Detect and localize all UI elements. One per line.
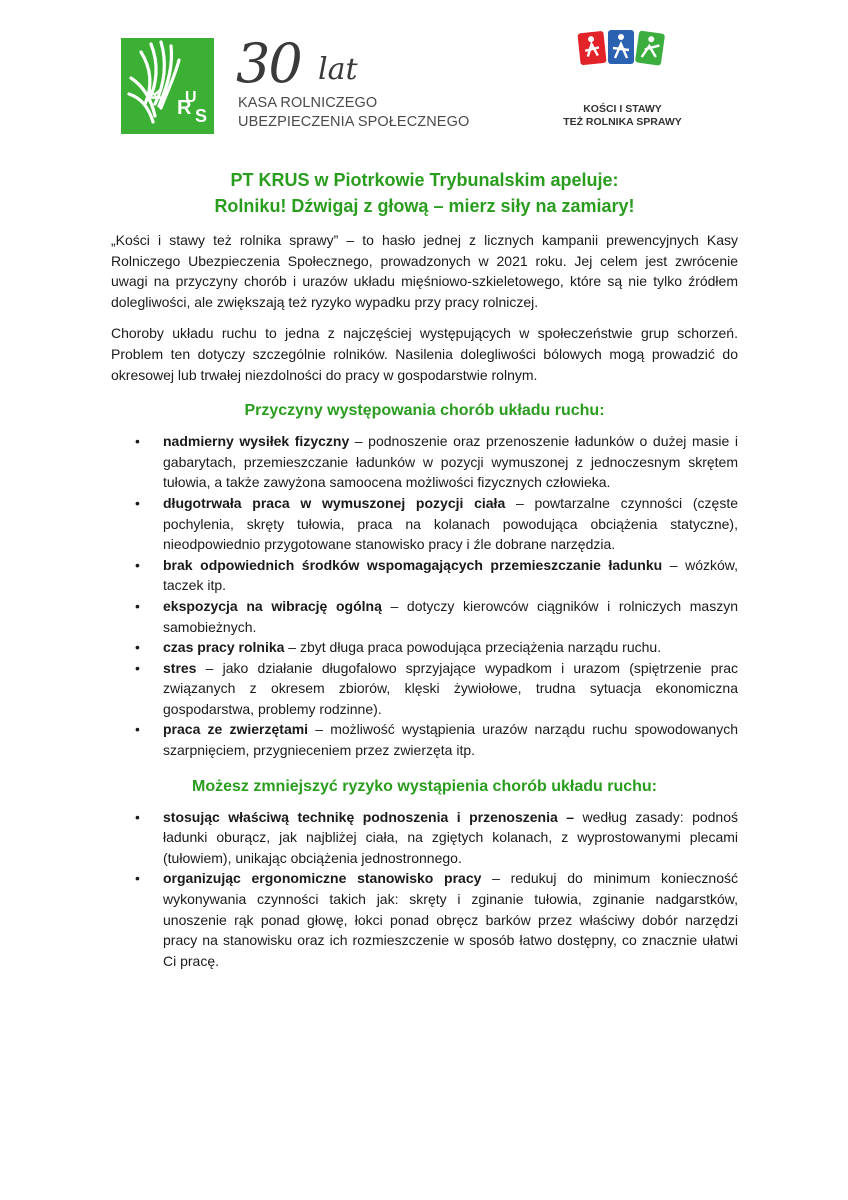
bullet-icon: • — [135, 556, 140, 573]
bullet-icon: • — [135, 433, 140, 450]
bullet-icon: • — [135, 808, 140, 825]
list-item: • brak odpowiednich środków wspomagających przemieszczanie ładunku – wózków, taczek itp. — [135, 556, 738, 594]
list-item: • ekspozycja na wibrację ogólną – dotyczy kierowców ciągników i rolniczych maszyn samobieżnych. — [135, 597, 738, 635]
svg-text:R: R — [177, 97, 192, 119]
org-name-line1: KASA ROLNICZEGO — [238, 95, 378, 111]
bullet-icon: • — [135, 639, 140, 656]
causes-heading: Przyczyny występowania chorób układu ruchu: — [244, 402, 605, 420]
title-line2: Rolniku! Dźwigaj z głową – mierz siły na zamiary! — [214, 196, 635, 216]
list-item: • czas pracy rolnika – zbyt długa praca powodująca przeciążenia narządu ruchu. — [111, 637, 738, 658]
bullet-icon: • — [135, 721, 140, 738]
list-item: • stosując właściwą technikę podnoszenia i przenoszenia – według zasady: podnoś ładunki oburącz, jak najbliżej ciała, na zgiętych kolanach, z wyprostowanymi plecami (tułowiem), unikając obciążenia jednostronnego. — [135, 808, 738, 866]
campaign-pictogram-icon — [577, 26, 665, 70]
bullet-icon: • — [135, 597, 140, 614]
prevention-heading: Możesz zmniejszyć ryzyko wystąpienia chorób układu ruchu: — [191, 777, 657, 795]
list-item: • praca ze zwierzętami – możliwość wystąpienia urazów narządu ruchu spowodowanych szarpnięciem, przygnieceniem przez zwierzęta itp. — [135, 721, 739, 759]
intro-paragraph-1: „Kości i stawy też rolnika sprawy” – to hasło jednej z licznych kampanii prewencyjnych Kasy Rolniczego Ubezpieczenia Społecznego, prowadzonych w 2021 roku. Jej celem jest zwrócenie uwagi na przyczyny chorób i urazów układu mięśniowo-szkieletowego, które są nie tylko źródłem dolegliwości, ale zwiększają też ryzyko wypadku przy pracy rolniczej. — [111, 232, 738, 310]
causes-list — [111, 431, 738, 761]
page-title — [111, 167, 738, 219]
header — [0, 0, 848, 150]
bullet-icon: • — [135, 870, 140, 887]
svg-text:S: S — [195, 106, 208, 126]
bullet-icon: • — [135, 494, 140, 511]
list-item: • stres – jako działanie długofalowo sprzyjające wypadkom i urazom (spiętrzenie prac związanych z okresem zbiorów, klęski żywiołowe, trudna sytuacja ekonomiczna gospodarstwa, problemy rodzinne). — [135, 659, 738, 717]
bullet-icon: • — [135, 659, 140, 676]
campaign-logo — [555, 26, 690, 136]
title-line1: PT KRUS w Piotrkowie Trybunalskim apeluje: — [230, 170, 619, 190]
anniversary-word: lat — [318, 52, 358, 87]
prevention-list — [111, 807, 738, 972]
svg-text:U: U — [185, 89, 197, 106]
article — [111, 167, 738, 971]
campaign-slogan-line1: KOŚCI I STAWY — [583, 103, 662, 115]
list-item: • organizując ergonomiczne stanowisko pracy – redukuj do minimum konieczność wykonywania czynności takich jak: skręty i zginanie tułowia, zginanie nadgarstków, unoszenie rąk ponad głowę, łokci ponad obręcz barków przez właściwy dobór narzędzi pracy na stanowisku oraz ich rozmieszczenie w sposób łatwo dostępny, co znacznie ułatwi Ci pracę. — [135, 870, 739, 969]
anniversary-logo — [236, 32, 496, 136]
intro-paragraph-2: Choroby układu ruchu to jedna z najczęściej występujących w społeczeństwie grup schorzeń. Problem ten dotyczy szczególnie rolników. Nasilenia dolegliwości bólowych mogą prowadzić do okresowej lub trwałej niezdolności do pracy w gospodarstwie rolnym. — [111, 325, 738, 383]
org-name-line2: UBEZPIECZENIA SPOŁECZNEGO — [238, 114, 470, 130]
list-item: • długotrwała praca w wymuszonej pozycji ciała – powtarzalne czynności (częste pochylenia, skręty tułowia, praca na kolanach powodująca obciążenia statyczne), nieodpowiednio przygotowane stanowisko pracy i źle dobrane narzędzia. — [135, 494, 738, 553]
krus-logo — [121, 38, 214, 134]
anniversary-number: 30 — [236, 32, 301, 95]
list-item: • nadmierny wysiłek fizyczny – podnoszenie oraz przenoszenie ładunków o dużej masie i gabarytach, przemieszczanie ładunków w pozycji wymuszonej z jednoczesnym skrętem tułowia, a także zawyżona samoocena możliwości fizycznych człowieka. — [135, 433, 738, 491]
campaign-slogan-line2: TEŻ ROLNIKA SPRAWY — [563, 116, 682, 128]
svg-text:K: K — [146, 87, 165, 100]
